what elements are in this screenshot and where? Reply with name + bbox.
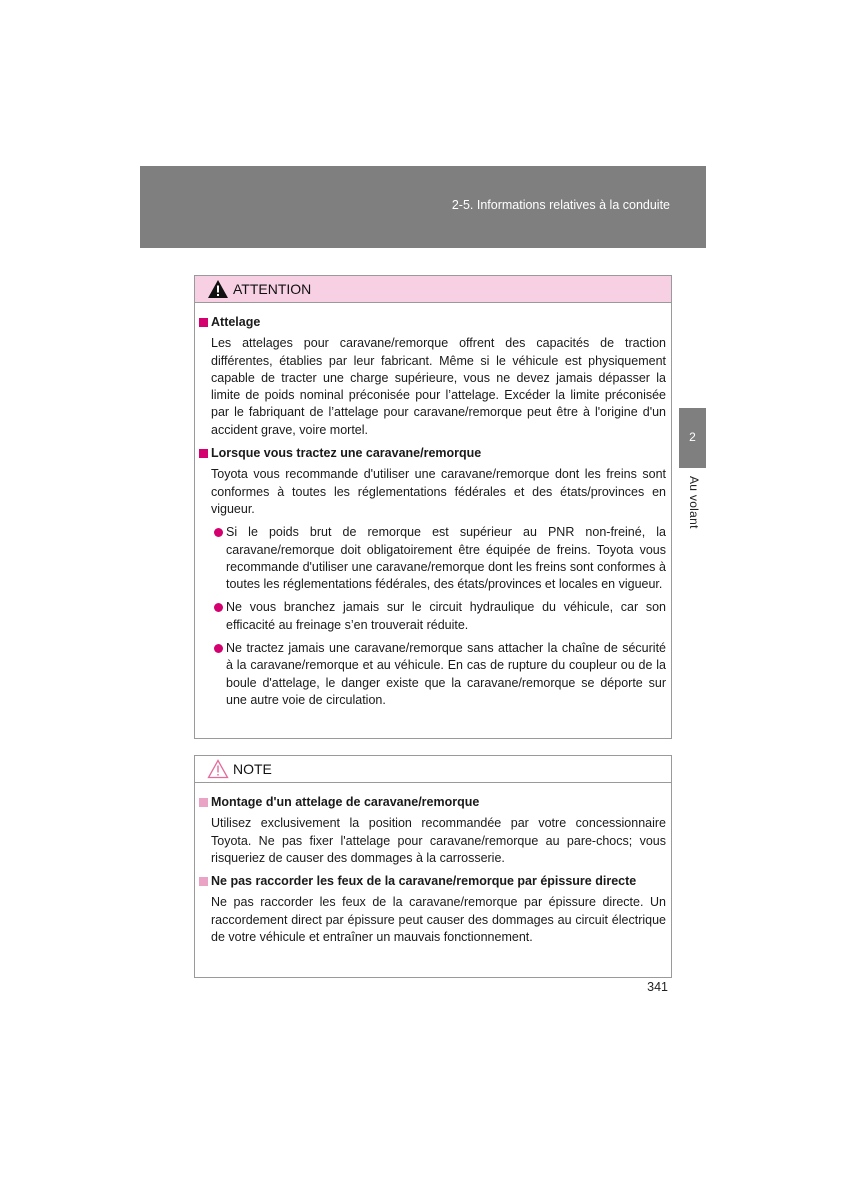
section-heading-text: Ne pas raccorder les feux de la caravane/remorque par épissure directe (211, 874, 637, 889)
section-heading (199, 794, 666, 811)
page-number: 341 (647, 980, 668, 994)
square-bullet-icon (199, 877, 208, 886)
section-heading-text: Montage d'un attelage de caravane/remorque (211, 795, 480, 809)
circle-bullet-icon (214, 603, 223, 612)
section-heading-text: Lorsque vous tractez une caravane/remorque (211, 446, 482, 461)
note-label: NOTE (233, 761, 272, 777)
chapter-tab-number: 2 (689, 430, 696, 444)
note-box (194, 755, 672, 978)
chapter-header (140, 166, 706, 248)
section-heading (199, 314, 666, 331)
caution-triangle-icon (207, 759, 229, 779)
section-heading (199, 873, 666, 890)
note-header (195, 756, 671, 783)
chapter-title: 2-5. Informations relatives à la conduite (451, 198, 670, 212)
bullet-item (214, 640, 666, 709)
section-paragraph: Les attelages pour caravane/remorque offrent des capacités de traction différentes, établies par leur fabricant. Même si le véhicule est physiquement capable de tracter une charge supérieure, vous ne devez jamais dépasser la limite de poids nominal préconisée pour l’attelage. Excéder la limite préconisée par le fabriquant de l’attelage pour caravane/remorque peut être à l'origine d'un accident grave, voire mortel. (211, 336, 666, 437)
attention-body (195, 303, 671, 709)
section-paragraph: Utilisez exclusivement la position recommandée par votre concessionnaire Toyota. Ne pas fixer l'attelage pour caravane/remorque au pare-chocs; vous risqueriez de causer des dommages à la carrosserie. (211, 816, 666, 865)
bullet-item (214, 524, 666, 593)
section-heading-text: Attelage (211, 315, 261, 329)
square-bullet-icon (199, 449, 208, 458)
square-bullet-icon (199, 318, 208, 327)
bullet-text: Ne vous branchez jamais sur le circuit hydraulique du véhicule, car son efficacité au freinage s’en trouverait réduite. (226, 600, 666, 632)
section-paragraph: Toyota vous recommande d'utiliser une caravane/remorque dont les freins sont conformes à toutes les réglementations fédérales et des états/provinces en vigueur. (211, 467, 666, 516)
note-body (195, 783, 671, 946)
square-bullet-icon (199, 798, 208, 807)
bullet-item (214, 599, 666, 634)
circle-bullet-icon (214, 528, 223, 537)
circle-bullet-icon (214, 644, 223, 653)
section-paragraph: Ne pas raccorder les feux de la caravane/remorque par épissure directe. Un raccordement direct par épissure peut causer des dommages au circuit électrique de votre véhicule et entraîner un mauvais fonctionnement. (211, 895, 666, 945)
attention-box (194, 275, 672, 739)
chapter-tab-label: Au volant (687, 476, 701, 529)
bullet-text: Ne tractez jamais une caravane/remorque sans attacher la chaîne de sécurité à la caravane/remorque et au véhicule. En cas de rupture du coupleur ou de la boule d'attelage, le danger existe que la caravane/remorque se déporte sur une autre voie de circulation. (226, 641, 666, 707)
chapter-tab (679, 408, 706, 468)
section-heading (199, 445, 666, 462)
warning-triangle-icon (207, 279, 229, 299)
bullet-text: Si le poids brut de remorque est supérieur au PNR non-freiné, la caravane/remorque doit obligatoirement être équipée de freins. Toyota vous recommande d'utiliser une caravane/remorque dont les freins sont conformes à toutes les réglementations fédérales, des états/provinces et locales en vigueur. (226, 525, 666, 592)
attention-label: ATTENTION (233, 281, 312, 297)
attention-header (195, 276, 671, 303)
